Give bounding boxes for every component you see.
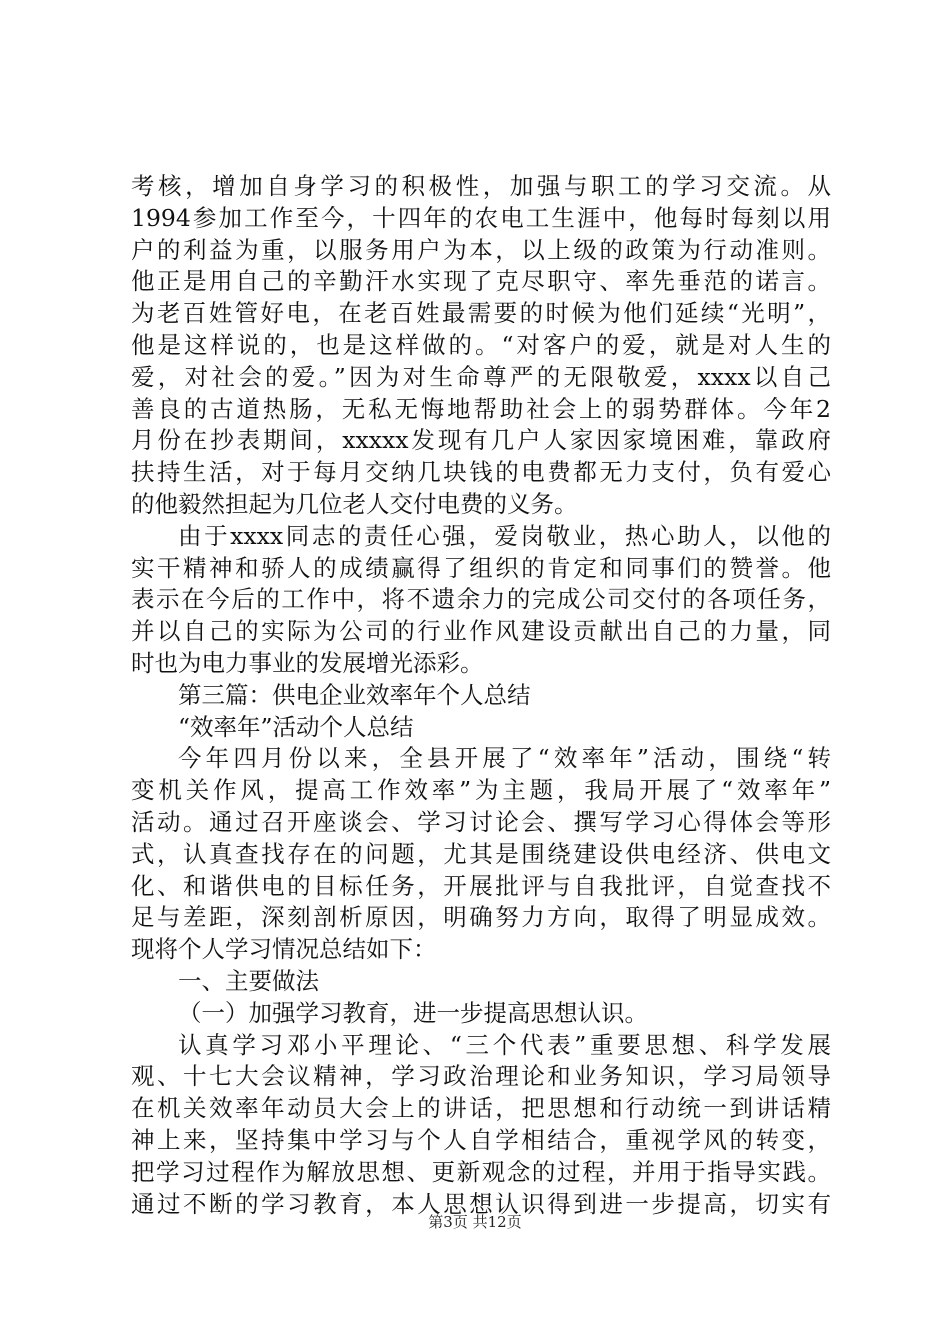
- section-heading: 第三篇：供电企业效率年个人总结: [178, 680, 531, 709]
- text-line: 爱，对社会的爱。”因为对生命尊严的无限敬爱，xxxx以自己: [131, 362, 831, 391]
- text-line: 神上来，坚持集中学习与个人自学相结合，重视学风的转变，: [131, 1125, 831, 1154]
- text-line: 户的利益为重，以服务用户为本，以上级的政策为行动准则。: [131, 235, 831, 264]
- text-line: 扶持生活，对于每月交纳几块钱的电费都无力支付，负有爱心: [131, 458, 831, 487]
- text-line: 足与差距，深刻剖析原因，明确努力方向，取得了明显成效。: [131, 903, 831, 932]
- text-line: 在机关效率年动员大会上的讲话，把思想和行动统一到讲话精: [131, 1094, 831, 1123]
- text-line: 化、和谐供电的目标任务，开展批评与自我批评，自觉查找不: [131, 871, 831, 900]
- text-line: 的他毅然担起为几位老人交付电费的义务。: [131, 489, 578, 518]
- section-heading: 一、主要做法: [178, 966, 319, 995]
- paragraph-start-line: 认真学习邓小平理论、“三个代表”重要思想、科学发展: [178, 1030, 831, 1059]
- text-line: 善良的古道热肠，无私无悔地帮助社会上的弱势群体。今年2: [131, 394, 831, 423]
- page-number: 第3页 共12页: [428, 1213, 522, 1231]
- text-line: 1994参加工作至今，十四年的农电工生涯中，他每时每刻以用: [131, 203, 831, 232]
- text-line: 实干精神和骄人的成绩赢得了组织的肯定和同事们的赞誉。他: [131, 553, 831, 582]
- document-body: [131, 171, 831, 1220]
- text-line: 通过不断的学习教育，本人思想认识得到进一步提高，切实有: [131, 1189, 831, 1218]
- subsection-heading: （一）加强学习教育，进一步提高思想认识。: [178, 998, 648, 1027]
- paragraph-start-line: 由于xxxx同志的责任心强，爱岗敬业，热心助人，以他的: [178, 521, 831, 550]
- text-line: 并以自己的实际为公司的行业作风建设贡献出自己的力量，同: [131, 617, 831, 646]
- text-line: 考核，增加自身学习的积极性，加强与职工的学习交流。从: [131, 172, 831, 200]
- text-line: 式，认真查找存在的问题，尤其是围绕建设供电经济、供电文: [131, 839, 831, 868]
- text-line: 月份在抄表期间，xxxxx发现有几户人家因家境困难，靠政府: [131, 426, 831, 455]
- document-subtitle: “效率年”活动个人总结: [178, 712, 414, 741]
- text-line: 时也为电力事业的发展增光添彩。: [131, 648, 484, 677]
- paragraph-start-line: 今年四月份以来，全县开展了“效率年”活动，围绕“转: [178, 744, 831, 773]
- text-line: 现将个人学习情况总结如下：: [131, 935, 437, 964]
- text-line: 把学习过程作为解放思想、更新观念的过程，并用于指导实践。: [131, 1157, 831, 1186]
- text-line: 为老百姓管好电，在老百姓最需要的时候为他们延续“光明”，: [131, 299, 831, 328]
- text-line: 观、十七大会议精神，学习政治理论和业务知识，学习局领导: [131, 1062, 831, 1091]
- text-line: 他正是用自己的辛勤汗水实现了克尽职守、率先垂范的诺言。: [131, 267, 831, 296]
- text-line: 表示在今后的工作中，将不遗余力的完成公司交付的各项任务，: [131, 585, 831, 614]
- text-line: 他是这样说的，也是这样做的。“对客户的爱，就是对人生的: [131, 330, 831, 359]
- text-line: 变机关作风，提高工作效率”为主题，我局开展了“效率年”: [131, 776, 831, 805]
- text-line: 活动。通过召开座谈会、学习讨论会、撰写学习心得体会等形: [131, 807, 831, 836]
